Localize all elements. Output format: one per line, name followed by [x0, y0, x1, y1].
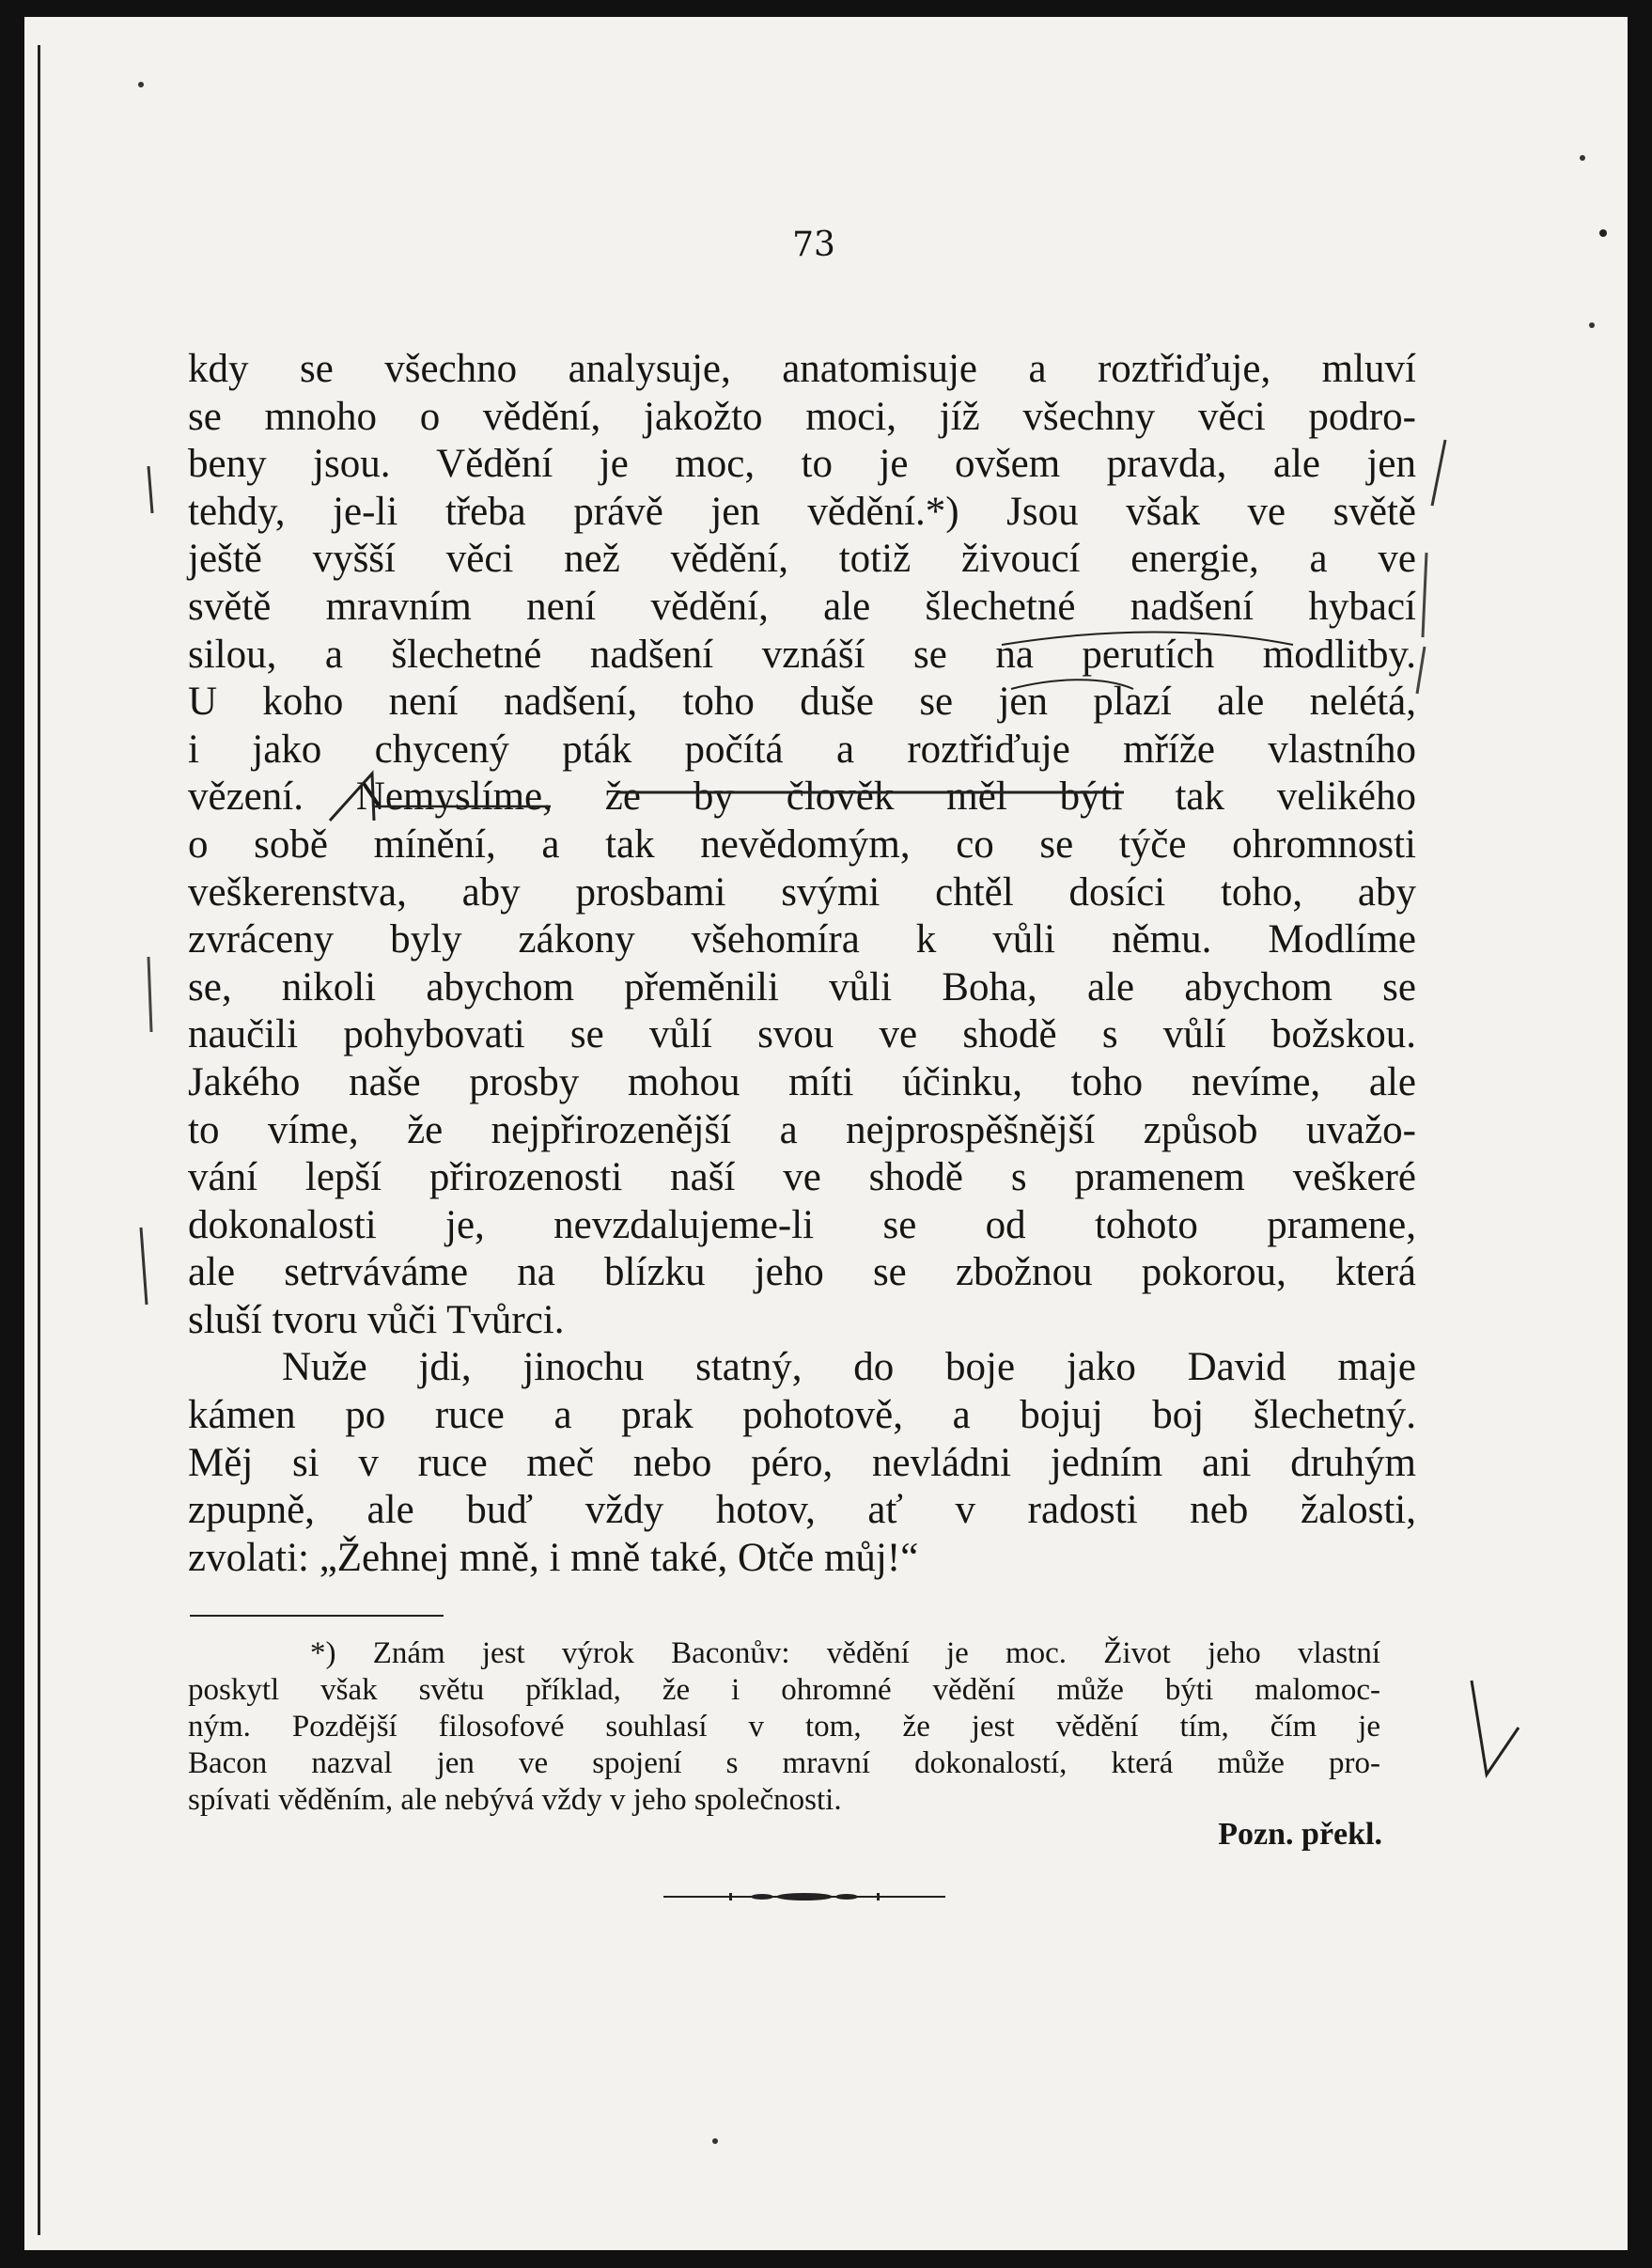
paper-speck	[1599, 229, 1607, 237]
text-line: ale setrváváme na blízku jeho se zbožnou pokorou, která	[188, 1250, 1416, 1295]
text-line: zvráceny byly zákony všehomíra k vůli němu. Modlíme	[188, 917, 1416, 962]
text-line: silou, a šlechetné nadšení vznáší se na perutích modlitby.	[188, 632, 1416, 677]
text-line: veškerenstva, aby prosbami svými chtěl dosíci toho, aby	[188, 869, 1416, 915]
text-line: zvolati: „Žehnej mně, i mně také, Otče můj!“	[188, 1535, 919, 1580]
text-line: i jako chycený pták počítá a roztřiďuje mříže vlastního	[188, 727, 1416, 772]
footnote-line: *) Znám jest výrok Baconův: vědění je moc. Život jeho vlastní	[310, 1636, 1380, 1670]
paper-speck	[1580, 155, 1585, 161]
text-line: kdy se všechno analysuje, anatomisuje a roztřiďuje, mluví	[188, 347, 1416, 391]
margin-pencil-mark	[141, 1228, 147, 1305]
footnote-line: poskytl však světu příklad, že i ohromné vědění může býti malomoc-	[188, 1673, 1380, 1707]
end-ornament	[663, 1887, 945, 1906]
margin-pencil-mark	[1417, 647, 1425, 694]
footnote-divider	[190, 1615, 444, 1617]
margin-triangle-mark	[1472, 1681, 1519, 1775]
footnote-line: spívati věděním, ale nebývá vždy v jeho společnosti.	[188, 1783, 842, 1817]
footnote-line: Bacon nazval jen ve spojení s mravní dokonalostí, která může pro-	[188, 1746, 1380, 1780]
text-line: sluší tvoru vůči Tvůrci.	[188, 1297, 565, 1342]
paper-speck	[1589, 322, 1595, 328]
text-line: to víme, že nejpřirozenější a nejprospěšnější způsob uvažo-	[188, 1107, 1416, 1152]
text-line: vězení. Nemyslíme, že by člověk měl býti tak velikého	[188, 774, 1416, 820]
text-line: beny jsou. Vědění je moc, to je ovšem pravda, ale jen	[188, 442, 1416, 487]
text-line: Jakého naše prosby mohou míti účinku, toho nevíme, ale	[188, 1059, 1416, 1104]
translator-note-signature: Pozn. překl.	[1218, 1817, 1382, 1852]
margin-pencil-mark	[148, 957, 151, 1032]
text-line: Měj si v ruce meč nebo péro, nevládni jedním ani druhým	[188, 1440, 1416, 1485]
margin-pencil-mark	[148, 466, 152, 513]
text-line: se, nikoli abychom přeměnili vůli Boha, ale abychom se	[188, 964, 1416, 1009]
margin-pencil-mark	[1423, 553, 1426, 637]
page-edge-rule	[38, 45, 40, 2235]
main-text	[188, 346, 1416, 1582]
text-line: se mnoho o vědění, jakožto moci, jíž všechny věci podro-	[188, 394, 1416, 439]
paper-speck	[712, 2138, 718, 2144]
margin-pencil-mark	[1432, 440, 1445, 506]
footnote	[188, 1635, 1380, 1819]
paragraph-first-line: Nuže jdi, jinochu statný, do boje jako David maje	[282, 1345, 1416, 1390]
text-line: světě mravním není vědění, ale šlechetné nadšení hybací	[188, 584, 1416, 629]
text-line: tehdy, je-li třeba právě jen vědění.*) Jsou však ve světě	[188, 489, 1416, 534]
text-line: o sobě mínění, a tak nevědomým, co se týče ohromnosti	[188, 821, 1416, 867]
footnote-line: ným. Pozdější filosofové souhlasí v tom, že jest vědění tím, čím je	[188, 1710, 1380, 1744]
page-number: 73	[792, 226, 835, 264]
text-line: vání lepší přirozenosti naší ve shodě s pramenem veškeré	[188, 1155, 1416, 1200]
text-line: ještě vyšší věci než vědění, totiž živoucí energie, a ve	[188, 537, 1416, 582]
text-line: U koho není nadšení, toho duše se jen plazí ale nelétá,	[188, 680, 1416, 725]
paper-speck	[138, 82, 144, 87]
book-page	[24, 17, 1628, 2250]
text-line: kámen po ruce a prak pohotově, a bojuj boj šlechetný.	[188, 1393, 1416, 1438]
text-line: dokonalosti je, nevzdalujeme-li se od tohoto pramene,	[188, 1202, 1416, 1247]
text-line: naučili pohybovati se vůlí svou ve shodě s vůlí božskou.	[188, 1012, 1416, 1057]
text-line: zpupně, ale buď vždy hotov, ať v radosti neb žalosti,	[188, 1488, 1416, 1533]
